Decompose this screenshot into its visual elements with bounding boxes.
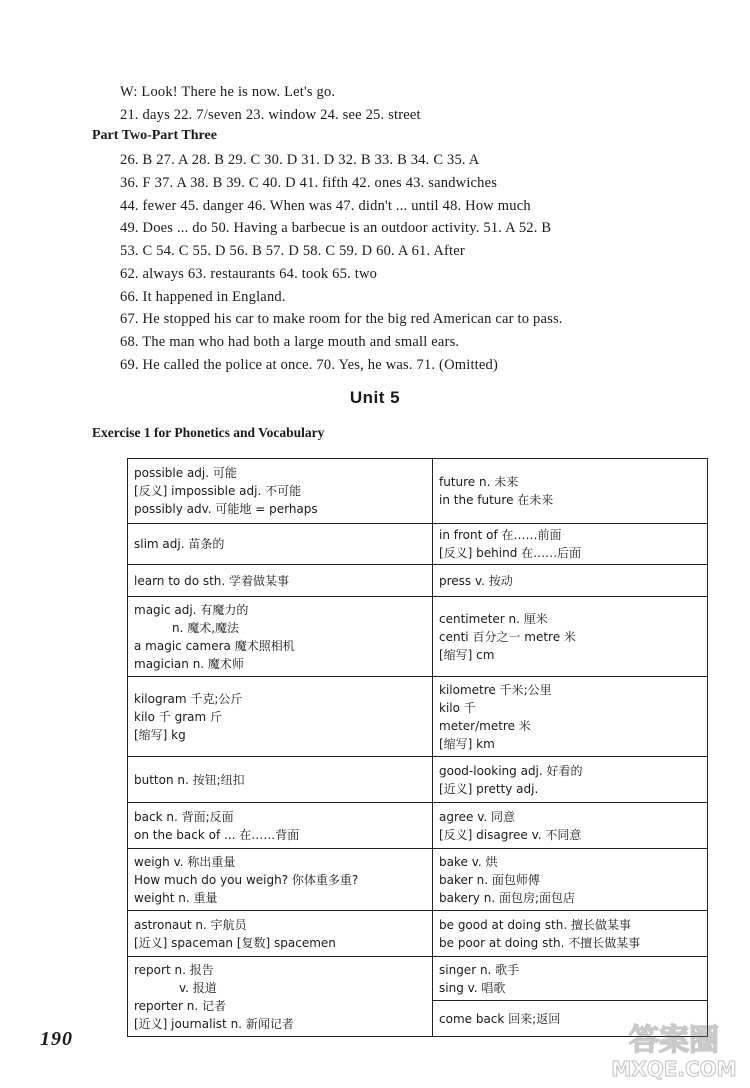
page-number: 190 [40,1028,73,1050]
vocab-cell-back [128,803,433,849]
listening-line-21: 21. days 22. 7/seven 23. window 24. see 25. street [120,107,421,123]
answer-line: 49. Does ... do 50. Having a barbecue is an outdoor activity. 51. A 52. B [120,220,552,236]
vocab-line: good-looking adj. 好看的 [439,763,583,778]
vocab-cell-bake [433,849,708,911]
listening-line-w: W: Look! There he is now. Let's go. [120,84,336,100]
answer-line: 44. fewer 45. danger 46. When was 47. didn't ... until 48. How much [120,198,531,214]
vocab-cell-slim [128,524,433,565]
vocab-cell-good-looking [433,757,708,803]
vocab-line: How much do you weigh? 你体重多重? [134,872,359,887]
vocab-line: a magic camera 魔术照相机 [134,638,295,653]
vocab-line: kilogram 千克;公斤 [134,691,243,706]
vocab-line: future n. 未来 [439,475,519,489]
part-heading: Part Two-Part Three [92,128,217,143]
vocab-line: weigh v. 称出重量 [134,854,236,869]
vocab-line: be good at doing sth. 擅长做某事 [439,917,631,932]
vocab-cell-agree [433,803,708,849]
vocab-line: n. 魔术,魔法 [172,620,240,635]
vocab-line: be poor at doing sth. 不擅长做某事 [439,935,641,950]
vocab-line: [反义] disagree v. 不同意 [439,827,582,842]
vocab-line: [缩写] cm [439,647,495,662]
vocab-line: meter/metre 米 [439,718,531,733]
watermark-text: 答案圈 [629,1023,719,1058]
answer-line: 69. He called the police at once. 70. Yes, he was. 71. (Omitted) [120,357,499,373]
vocab-line: bakery n. 面包房;面包店 [439,890,576,905]
table-row [128,957,708,1001]
vocab-line: weight n. 重量 [134,890,218,905]
table-row [128,459,708,524]
vocab-line: button n. 按钮;纽扣 [134,772,245,787]
table-row [128,597,708,677]
vocab-cell-kilometre [433,677,708,757]
answer-line: 66. It happened in England. [120,289,286,305]
table-row [128,911,708,957]
vocab-cell-press [433,565,708,597]
vocab-line: agree v. 同意 [439,809,516,824]
vocab-line: [缩写] kg [134,727,186,742]
table-row [128,565,708,597]
vocab-line: magic adj. 有魔力的 [134,602,249,617]
vocab-cell-centimeter [433,597,708,677]
vocab-line: magician n. 魔术师 [134,656,244,671]
vocab-cell-astronaut [128,911,433,957]
vocab-line: possibly adv. 可能地 = perhaps [134,502,318,516]
answer-line: 67. He stopped his car to make room for the big red American car to pass. [120,311,563,327]
vocabulary-table [127,458,708,1037]
table-row [128,677,708,757]
vocab-cell-singer [433,957,708,1001]
answer-line: 62. always 63. restaurants 64. took 65. two [120,266,378,282]
vocab-cell-in-front-of [433,524,708,565]
vocab-line: in the future 在未来 [439,493,554,507]
vocab-line: slim adj. 苗条的 [134,537,225,551]
vocab-line: report n. 报告 [134,962,214,977]
vocab-line: learn to do sth. 学着做某事 [134,573,290,588]
vocab-cell-kilogram [128,677,433,757]
vocab-cell-button [128,757,433,803]
vocab-cell-future [433,459,708,524]
vocab-line: in front of 在……前面 [439,528,562,542]
vocab-line: [近义] journalist n. 新闻记者 [134,1016,294,1031]
vocab-line: [近义] spaceman [复数] spacemen [134,935,336,950]
answer-line: 36. F 37. A 38. B 39. C 40. D 41. fifth 42. ones 43. sandwiches [120,175,498,191]
vocab-cell-possible [128,459,433,524]
vocab-line: reporter n. 记者 [134,998,227,1013]
vocab-line: press v. 按动 [439,573,513,588]
watermark-site: MXQE.COM [611,1057,737,1081]
vocab-line: baker n. 面包师傅 [439,872,540,887]
table-row [128,803,708,849]
vocab-line: [反义] impossible adj. 不可能 [134,484,302,498]
exercise-title: Exercise 1 for Phonetics and Vocabulary [92,425,325,440]
vocab-line: [反义] behind 在……后面 [439,546,582,560]
vocab-line: centi 百分之一 metre 米 [439,629,576,644]
vocab-cell-report [128,957,433,1037]
vocab-line: astronaut n. 宇航员 [134,917,247,932]
vocab-line: come back 回来;返回 [439,1011,561,1026]
vocab-line: on the back of ... 在……背面 [134,827,300,842]
vocab-line: back n. 背面;反面 [134,809,234,824]
vocab-cell-magic [128,597,433,677]
table-row [128,849,708,911]
table-row [128,757,708,803]
answer-line: 26. B 27. A 28. B 29. C 30. D 31. D 32. B 33. B 34. C 35. A [120,152,480,168]
vocab-line: [近义] pretty adj. [439,781,539,796]
vocab-line: kilo 千 [439,700,476,715]
answer-line: 53. C 54. C 55. D 56. B 57. D 58. C 59. D 60. A 61. After [120,243,465,259]
vocab-line: singer n. 歌手 [439,962,520,977]
watermark-logo-icon [607,1012,742,1082]
vocab-cell-be-good-at [433,911,708,957]
vocab-line: sing v. 唱歌 [439,980,506,995]
vocab-line: possible adj. 可能 [134,466,237,480]
vocab-line: v. 报道 [179,980,217,995]
answer-line: 68. The man who had both a large mouth and small ears. [120,334,460,350]
vocab-line: [缩写] km [439,736,495,751]
vocab-cell-weigh [128,849,433,911]
vocab-line: centimeter n. 厘米 [439,611,548,626]
vocab-line: kilo 千 gram 斤 [134,709,222,724]
vocab-cell-learn [128,565,433,597]
unit-title: Unit 5 [349,388,401,407]
vocab-line: kilometre 千米;公里 [439,682,552,697]
vocab-line: bake v. 烘 [439,854,498,869]
